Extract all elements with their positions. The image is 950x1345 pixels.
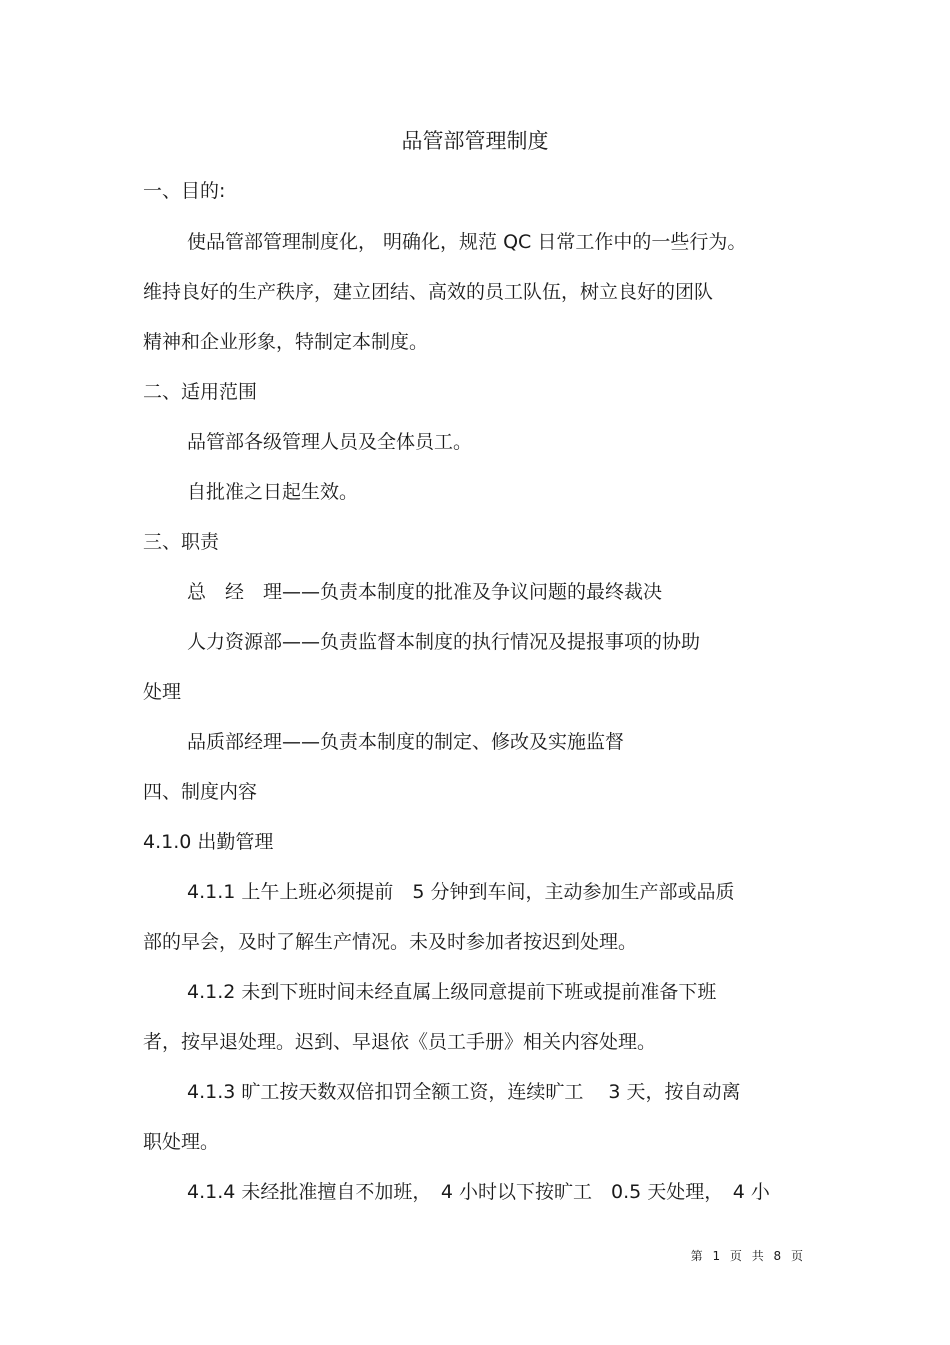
paragraph-line: 总 经 理——负责本制度的批准及争议问题的最终裁决 xyxy=(187,581,663,603)
section-heading-purpose: 一、目的: xyxy=(143,180,226,202)
paragraph-line: 4.1.1 上午上班必须提前 5 分钟到车间，主动参加生产部或品质 xyxy=(187,881,735,903)
paragraph-line: 精神和企业形象，特制定本制度。 xyxy=(143,331,429,353)
section-heading-duties: 三、职责 xyxy=(143,531,220,553)
paragraph-line: 维持良好的生产秩序，建立团结、高效的员工队伍，树立良好的团队 xyxy=(143,281,714,303)
document-title: 品管部管理制度 xyxy=(401,129,549,153)
paragraph-line: 人力资源部——负责监督本制度的执行情况及提报事项的协助 xyxy=(187,631,701,653)
paragraph-line: 部的早会，及时了解生产情况。未及时参加者按迟到处理。 xyxy=(143,931,638,953)
paragraph-line: 4.1.4 未经批准擅自不加班， 4 小时以下按旷工 0.5 天处理， 4 小 xyxy=(187,1181,770,1203)
paragraph-line: 4.1.3 旷工按天数双倍扣罚全额工资，连续旷工 3 天，按自动离 xyxy=(187,1081,741,1103)
section-heading-scope: 二、适用范围 xyxy=(143,381,258,403)
paragraph-line: 者，按早退处理。迟到、早退依《员工手册》相关内容处理。 xyxy=(143,1031,657,1053)
section-heading-content: 四、制度内容 xyxy=(143,781,258,803)
page-number: 第 1 页 共 8 页 xyxy=(690,1249,806,1263)
paragraph-line: 处理 xyxy=(143,681,182,703)
paragraph-line: 品管部各级管理人员及全体员工。 xyxy=(187,431,473,453)
paragraph-line: 自批准之日起生效。 xyxy=(187,481,359,503)
paragraph-line: 职处理。 xyxy=(143,1131,220,1153)
paragraph-line: 4.1.2 未到下班时间未经直属上级同意提前下班或提前准备下班 xyxy=(187,981,717,1003)
subsection-heading-attendance: 4.1.0 出勤管理 xyxy=(143,831,274,853)
paragraph-line: 使品管部管理制度化， 明确化，规范 QC 日常工作中的一些行为。 xyxy=(187,231,747,253)
paragraph-line: 品质部经理——负责本制度的制定、修改及实施监督 xyxy=(187,731,625,753)
